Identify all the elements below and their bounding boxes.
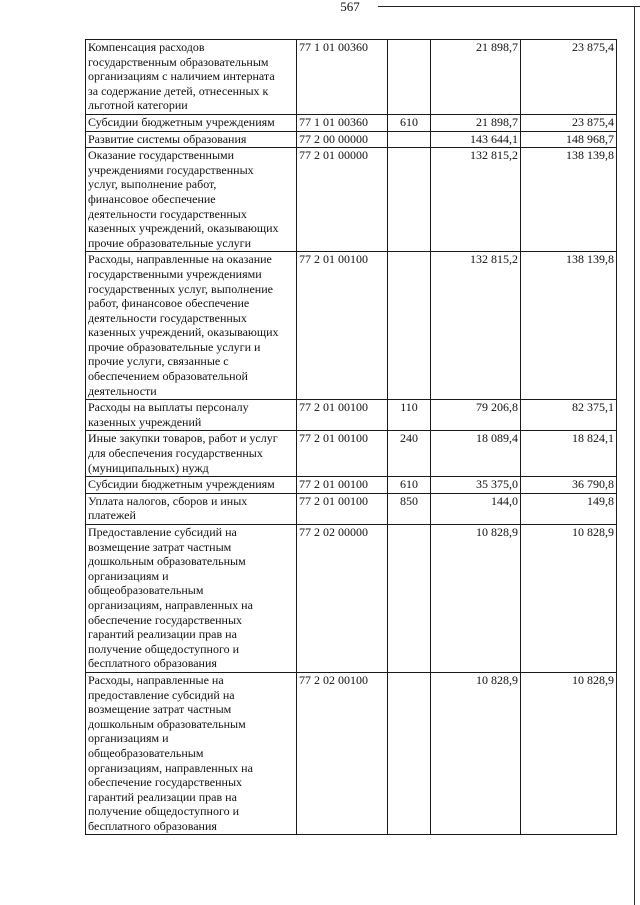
row-sum-year2-cell: [521, 672, 617, 835]
row-code-cell: [297, 114, 388, 131]
row-name-cell-text: Иные закупки товаров, работ и услуг для обеспечения государственных (муниципальных) нужд: [88, 431, 278, 475]
row-sum-year1-cell-text: 143 644,1: [470, 131, 518, 146]
row-name-cell-text: Развитие системы образования: [88, 131, 247, 146]
row-sum-year1-cell-text: 144,0: [491, 493, 518, 508]
row-sum-year1-cell-text: 35 375,0: [476, 477, 518, 492]
row-code-cell: [297, 131, 388, 148]
row-sum-year1-cell-text: 132 815,2: [470, 148, 518, 163]
row-expense-type-cell: [388, 252, 431, 400]
page-edge-rule: [634, 6, 635, 905]
row-expense-type-cell: [388, 672, 431, 835]
row-sum-year2-cell: [521, 477, 617, 494]
row-sum-year2-cell-text: 18 824,1: [572, 431, 614, 446]
row-name-cell-text: Расходы на выплаты персоналу казенных учреждений: [88, 400, 249, 429]
row-name-cell-text: Оказание государственными учреждениями государственных услуг, выполнение работ, финансовое обеспечение деятельности государственных казенных учреждений, оказывающих прочие образовательные услуги: [88, 148, 279, 250]
row-expense-type-cell: [388, 525, 431, 673]
row-code-cell: [297, 493, 388, 524]
row-sum-year2-cell: [521, 131, 617, 148]
row-sum-year1-cell-text: 21 898,7: [476, 40, 518, 54]
row-code-cell-text: 77 1 01 00360: [299, 40, 368, 54]
row-sum-year1-cell-text: 10 828,9: [476, 525, 518, 539]
table-row: [86, 431, 617, 477]
row-expense-type-cell: [388, 40, 431, 115]
row-code-cell: [297, 400, 388, 431]
row-sum-year1-cell-text: 18 089,4: [476, 431, 518, 446]
row-expense-type-cell: [388, 131, 431, 148]
row-sum-year1-cell-text: 79 206,8: [476, 400, 518, 415]
row-code-cell-text: 77 2 01 00100: [299, 477, 368, 492]
row-code-cell: [297, 148, 388, 252]
table-row: [86, 131, 617, 148]
row-sum-year1-cell: [431, 252, 521, 400]
row-sum-year1-cell-text: 21 898,7: [476, 114, 518, 129]
row-sum-year2-cell-text: 10 828,9: [572, 525, 614, 539]
row-name-cell-text: Расходы, направленные на оказание государственными учреждениями государственных услуг, выполнение работ, финансовое обеспечение деятельности государственных казенных учреждений, оказывающих прочие образовательные услуги и прочие услуги, связанные с обеспечением образовательной деятельности: [88, 252, 279, 398]
row-name-cell: [86, 252, 297, 400]
row-sum-year2-cell-text: 36 790,8: [572, 477, 614, 492]
budget-table: [85, 39, 617, 835]
row-name-cell-text: Предоставление субсидий на возмещение затрат частным дошкольным образовательным организациям и общеобразовательным организациям, направленных на обеспечение государственных гарантий реализации прав на получение общедоступного и бесплатного образования: [88, 525, 253, 671]
row-sum-year1-cell: [431, 493, 521, 524]
row-sum-year2-cell-text: 23 875,4: [572, 40, 614, 54]
row-sum-year2-cell-text: 138 139,8: [566, 252, 614, 267]
row-sum-year2-cell-text: 82 375,1: [572, 400, 614, 415]
row-sum-year1-cell-text: 132 815,2: [470, 252, 518, 267]
row-expense-type-cell-text: 610: [400, 477, 418, 492]
row-code-cell: [297, 252, 388, 400]
row-name-cell: [86, 431, 297, 477]
row-code-cell-text: 77 2 01 00100: [299, 493, 368, 508]
row-name-cell: [86, 131, 297, 148]
table-row: [86, 148, 617, 252]
row-name-cell: [86, 40, 297, 115]
row-expense-type-cell-text: 240: [400, 431, 418, 446]
row-sum-year1-cell: [431, 148, 521, 252]
row-sum-year1-cell: [431, 672, 521, 835]
row-name-cell: [86, 525, 297, 673]
row-expense-type-cell-text: 850: [400, 493, 418, 508]
table-row: [86, 525, 617, 673]
row-name-cell: [86, 493, 297, 524]
table-row: [86, 252, 617, 400]
table-row: [86, 493, 617, 524]
row-sum-year2-cell: [521, 400, 617, 431]
row-expense-type-cell: [388, 493, 431, 524]
row-expense-type-cell: [388, 431, 431, 477]
row-code-cell-text: 77 2 01 00100: [299, 400, 368, 415]
row-name-cell: [86, 672, 297, 835]
row-name-cell-text: Субсидии бюджетным учреждениям: [88, 477, 275, 492]
row-sum-year1-cell: [431, 114, 521, 131]
row-sum-year2-cell: [521, 252, 617, 400]
row-sum-year2-cell-text: 23 875,4: [572, 114, 614, 129]
row-name-cell-text: Компенсация расходов государственным образовательным организациям с наличием интерната за содержание детей, отнесенных к льготной категории: [88, 40, 275, 113]
row-sum-year2-cell: [521, 40, 617, 115]
row-name-cell: [86, 477, 297, 494]
row-expense-type-cell: [388, 477, 431, 494]
table-row: [86, 40, 617, 115]
table-row: [86, 672, 617, 835]
row-sum-year2-cell: [521, 525, 617, 673]
row-sum-year1-cell-text: 10 828,9: [476, 672, 518, 687]
row-code-cell: [297, 477, 388, 494]
row-expense-type-cell-text: 110: [400, 400, 418, 415]
row-name-cell: [86, 400, 297, 431]
row-sum-year1-cell: [431, 477, 521, 494]
row-sum-year1-cell: [431, 400, 521, 431]
row-code-cell-text: 77 1 01 00360: [299, 114, 368, 129]
row-sum-year2-cell-text: 10 828,9: [572, 672, 614, 687]
row-code-cell: [297, 40, 388, 115]
row-sum-year1-cell: [431, 131, 521, 148]
row-sum-year1-cell: [431, 40, 521, 115]
row-name-cell: [86, 148, 297, 252]
row-code-cell: [297, 431, 388, 477]
row-sum-year1-cell: [431, 525, 521, 673]
table-row: [86, 400, 617, 431]
row-code-cell: [297, 525, 388, 673]
budget-table-body: [86, 40, 617, 835]
row-name-cell-text: Субсидии бюджетным учреждениям: [88, 114, 275, 129]
row-sum-year2-cell: [521, 114, 617, 131]
row-sum-year1-cell: [431, 431, 521, 477]
row-expense-type-cell: [388, 114, 431, 131]
table-row: [86, 114, 617, 131]
top-rule: [378, 6, 640, 7]
row-sum-year2-cell-text: 138 139,8: [566, 148, 614, 163]
row-code-cell-text: 77 2 02 00000: [299, 525, 368, 539]
row-expense-type-cell: [388, 148, 431, 252]
row-name-cell-text: Расходы, направленные на предоставление субсидий на возмещение затрат частным дошкольным образовательным организациям и общеобразовательным организациям, направленных на обеспечение государственных гарантий реализации прав на получение общедоступного и бесплатного образования: [88, 672, 253, 833]
row-sum-year2-cell: [521, 148, 617, 252]
table-row: [86, 477, 617, 494]
row-sum-year2-cell-text: 149,8: [587, 493, 614, 508]
row-code-cell-text: 77 2 02 00100: [299, 672, 368, 687]
row-code-cell: [297, 672, 388, 835]
row-code-cell-text: 77 2 01 00000: [299, 148, 368, 163]
row-code-cell-text: 77 2 01 00100: [299, 252, 368, 267]
row-code-cell-text: 77 2 00 00000: [299, 131, 368, 146]
page-number: 567: [340, 0, 360, 14]
row-name-cell: [86, 114, 297, 131]
row-expense-type-cell-text: 610: [400, 114, 418, 129]
row-name-cell-text: Уплата налогов, сборов и иных платежей: [88, 493, 248, 523]
row-sum-year2-cell: [521, 493, 617, 524]
row-expense-type-cell: [388, 400, 431, 431]
row-sum-year2-cell-text: 148 968,7: [566, 131, 614, 146]
row-sum-year2-cell: [521, 431, 617, 477]
row-code-cell-text: 77 2 01 00100: [299, 431, 368, 446]
